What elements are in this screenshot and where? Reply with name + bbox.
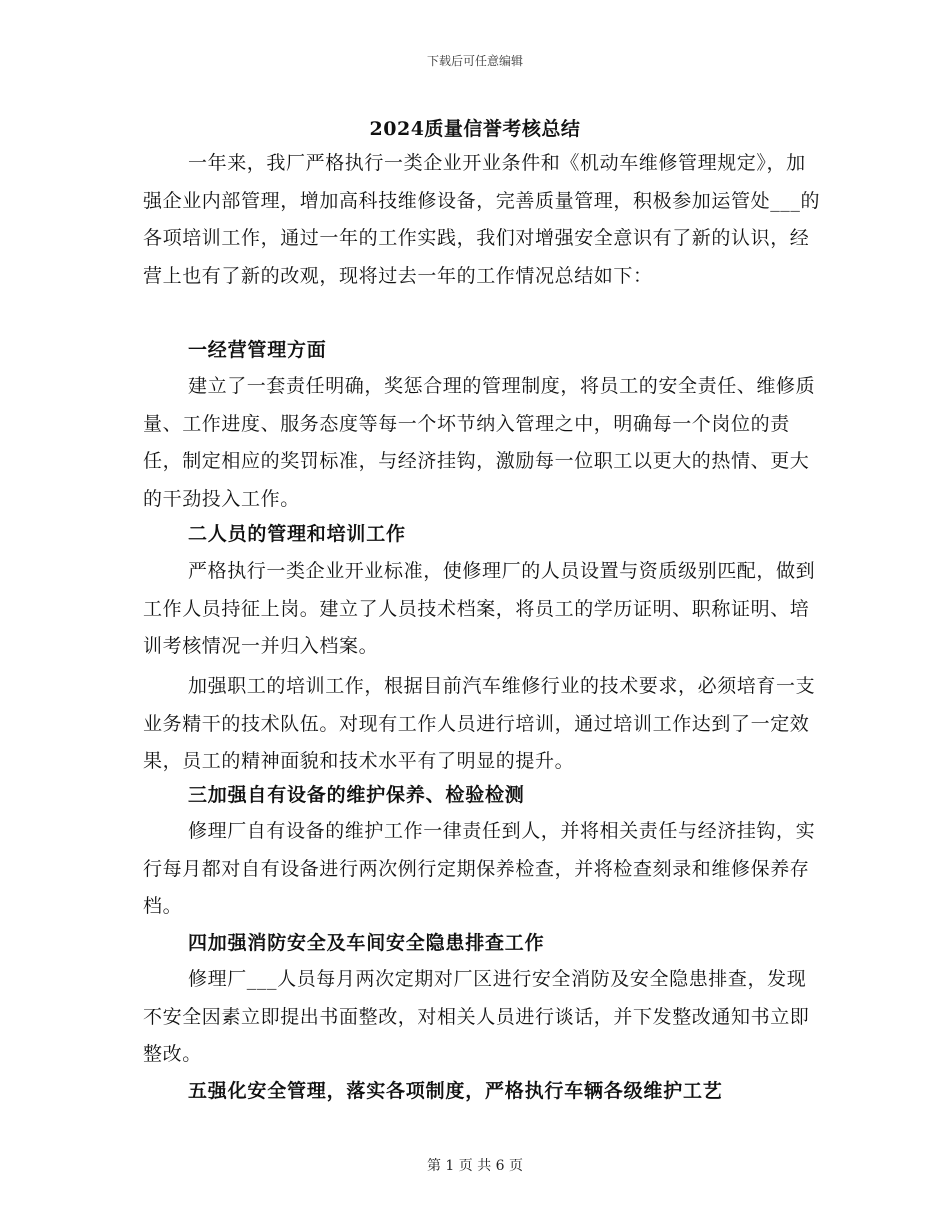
page-header: 下载后可任意编辑 [426,54,523,68]
page-number: 第 1 页 共 6 页 [426,1158,524,1174]
section-heading-5: 五强化安全管理，落实各项制度，严格执行车辆各级维护工艺 [188,1080,723,1102]
intro-paragraph: 一年来，我厂严格执行一类企业开业条件和《机动车维修管理规定》，加强企业内部管理，增加高科技维修设备，完善质量管理，积极参加运管处___的各项培训工作，通过一年的工作实践，我们对增强安全意识有了新的认识，经营上也有了新的改观，现将过去一年的工作情况总结如下： [143,152,821,287]
section-1-paragraph-1: 建立了一套责任明确，奖惩合理的管理制度，将员工的安全责任、维修质量、工作进度、服务态度等每一个坏节纳入管理之中，明确每一个岗位的责任，制定相应的奖罚标准，与经济挂钩，激励每一位职工以更大的热情、更大的干劲投入工作。 [143,375,816,510]
section-2-paragraph-2: 加强职工的培训工作，根据目前汽车维修行业的技术要求，必须培育一支业务精干的技术队伍。对现有工作人员进行培训，通过培训工作达到了一定效果，员工的精神面貌和技术水平有了明显的提升。 [143,675,816,772]
section-heading-4: 四加强消防安全及车间安全隐患排查工作 [188,932,545,954]
section-3-paragraph-1: 修理厂自有设备的维护工作一律责任到人，并将相关责任与经济挂钩，实行每月都对自有设备进行两次例行定期保养检查，并将检查刻录和维修保养存档。 [143,820,816,917]
section-heading-2: 二人员的管理和培训工作 [188,523,406,545]
section-heading-3: 三加强自有设备的维护保养、检验检测 [188,784,525,806]
document-body [0,112,950,1132]
section-2-paragraph-1: 严格执行一类企业开业标准，使修理厂的人员设置与资质级别匹配，做到工作人员持征上岗。建立了人员技术档案，将员工的学历证明、职称证明、培训考核情况一并归入档案。 [143,560,816,657]
section-4-paragraph-1: 修理厂___人员每月两次定期对厂区进行安全消防及安全隐患排查，发现不安全因素立即提出书面整改，对相关人员进行谈话，并下发整改通知书立即整改。 [143,968,810,1065]
document-title: 2024质量信誉考核总结 [369,118,581,140]
section-heading-1: 一经营管理方面 [188,339,327,361]
